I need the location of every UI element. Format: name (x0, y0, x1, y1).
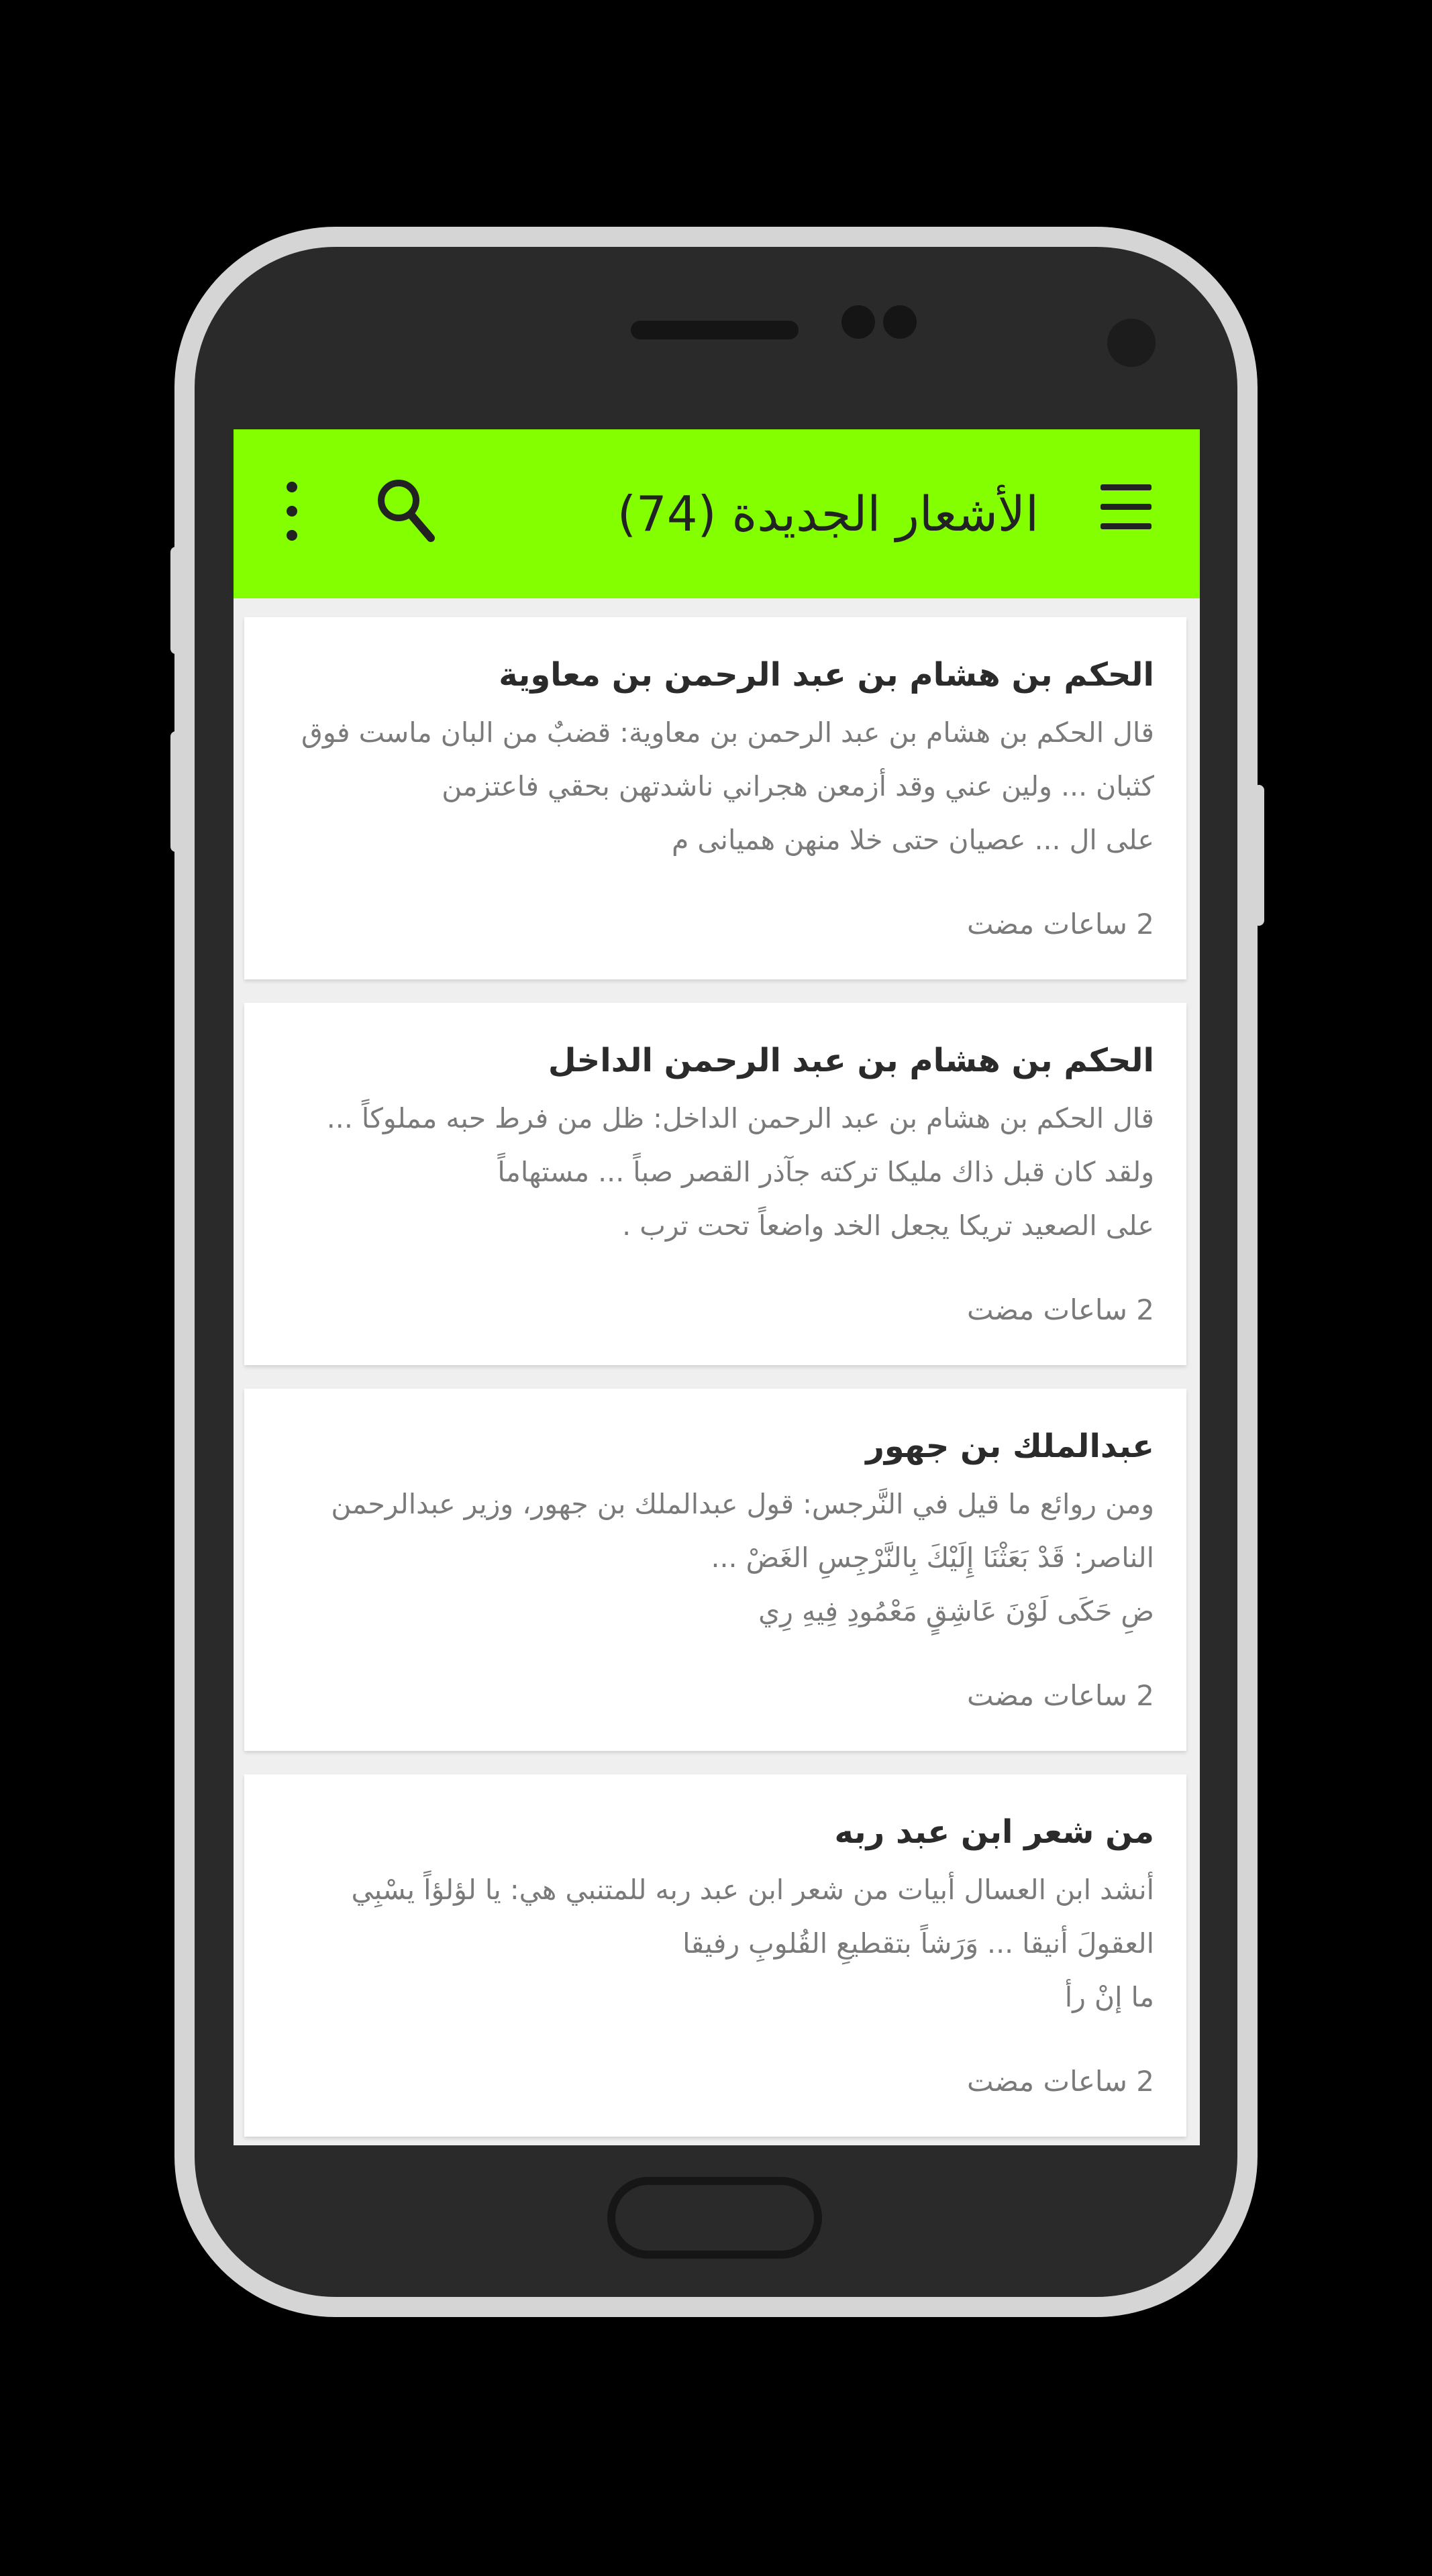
excerpt-line: ضِ حَكَى لَوْنَ عَاشِقٍ مَعْمُودِ فِيهِ رِي (758, 1595, 1154, 1627)
power-button (1254, 785, 1264, 926)
light-sensor (883, 305, 917, 339)
post-title: الحكم بن هشام بن عبد الرحمن بن معاوية (499, 656, 1154, 694)
hamburger-menu-icon[interactable] (1101, 484, 1152, 530)
list-item[interactable] (244, 1389, 1186, 1751)
excerpt-line: ولقد كان قبل ذاك مليكا تركته جآذر القصر صباً ... مستهاماً (497, 1156, 1154, 1188)
page-title: الأشعار الجديدة (74) (617, 486, 1039, 542)
post-time: 2 ساعات مضت (967, 2065, 1154, 2098)
volume-up-button (170, 547, 181, 654)
post-excerpt (276, 1863, 1154, 2024)
app-screen (234, 429, 1200, 2145)
post-time: 2 ساعات مضت (967, 1293, 1154, 1326)
post-title: من شعر ابن عبد ربه (834, 1813, 1154, 1851)
excerpt-line: على الصعيد تريكا يجعل الخد واضعاً تحت ترب . (622, 1210, 1154, 1242)
post-excerpt (276, 1477, 1154, 1638)
post-time: 2 ساعات مضت (967, 908, 1154, 941)
app-bar (234, 429, 1200, 598)
post-excerpt (276, 706, 1154, 867)
home-button[interactable] (607, 2177, 822, 2259)
earpiece-speaker (631, 321, 799, 339)
list-item[interactable] (244, 617, 1186, 979)
excerpt-line: أنشد ابن العسال أبيات من شعر ابن عبد ربه للمتنبي هي: يا لؤلؤاً يسْبِي (351, 1874, 1154, 1906)
post-excerpt (276, 1091, 1154, 1252)
volume-down-button (170, 731, 181, 852)
excerpt-line: قال الحكم بن هشام بن عبد الرحمن الداخل: ظل من فرط حبه مملوكاً ... (326, 1102, 1154, 1134)
excerpt-line: قال الحكم بن هشام بن عبد الرحمن بن معاوية: قضبٌ من البان ماست فوق (301, 716, 1154, 749)
excerpt-line: ومن روائع ما قيل في النَّرجس: قول عبدالملك بن جهور، وزير عبدالرحمن (331, 1488, 1154, 1520)
post-title: الحكم بن هشام بن عبد الرحمن الداخل (548, 1042, 1154, 1079)
front-camera (1107, 319, 1156, 367)
search-icon[interactable] (374, 476, 435, 543)
proximity-sensor (841, 305, 875, 339)
excerpt-line: العقولَ أنيقا ... وَرَشاً بتقطيعِ القُلوبِ رفيقا (682, 1927, 1154, 1960)
excerpt-line: ما إنْ رأ (1064, 1981, 1154, 2013)
post-title: عبدالملك بن جهور (866, 1428, 1154, 1465)
excerpt-line: على ال ... عصيان حتى خلا منهن هميانى م (671, 824, 1154, 856)
post-time: 2 ساعات مضت (967, 1679, 1154, 1712)
list-item[interactable] (244, 1774, 1186, 2137)
excerpt-line: كثبان ... ولين عني وقد أزمعن هجراني ناشدتهن بحقي فاعتزمن (442, 770, 1154, 802)
list-item[interactable] (244, 1003, 1186, 1365)
more-vert-icon[interactable] (282, 482, 302, 541)
excerpt-line: الناصر: قَدْ بَعَثْنَا إِلَيْكَ بِالنَّرْجِسِ الغَضْ ... (711, 1542, 1154, 1574)
